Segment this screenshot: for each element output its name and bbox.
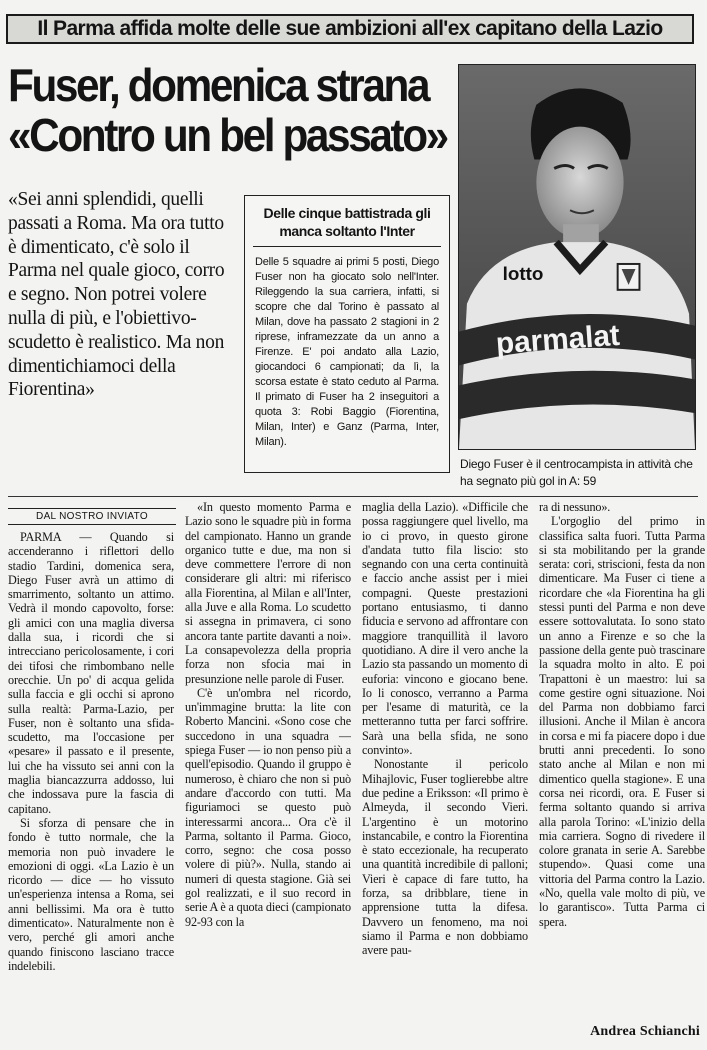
sidebar-box (244, 195, 450, 473)
sidebar-body: Delle 5 squadre ai primi 5 posti, Diego Fuser non ha giocato solo nell'Inter. Rileggendo la sua carriera, infatti, si scopre che dal Torino è passato al Milan, dove ha passato 2 stagioni in 2 riprese, inframezzate da un anno a Firenze. E' poi andato alla Lazio, giocandoci 6 campionati; da lì, la scorsa estate è stato ceduto al Parma. Il primato di Fuser ha 2 inseguitori a quota 3: Robi Baggio (Fiorentina, Milan, Inter) e Ganz (Parma, Inter, Milan). (255, 256, 439, 448)
article-column-3 (362, 500, 528, 1035)
headline-line-1: Fuser, domenica strana (8, 59, 429, 111)
paragraph: PARMA — Quando si accenderanno i riflettori dello stadio Tardini, domenica sera, Diego Fuser avrà un attimo di smarrimento, soltanto un attimo. Vedrà il mondo capovolto, forse: gli amici con una maglia diversa dalla sua, i ricordi che si intrecciano pericolosamente, i cori dei tifosi che rimbombano nelle orecchie. Un po' di acqua gelida sulla faccia e gli occhi si aprono sulla realtà: Parma-Lazio, per Fuser, non è soltanto una sfida-scudetto, ma l'occasione per «pesare» il passato e il presente, lui che ha vissuto sei anni con la maglia biancazzurra addosso, lui che indossava pure la fascia di capitano. (8, 530, 174, 816)
article-column-1 (8, 530, 174, 1035)
headline-line-2: «Contro un bel passato» (8, 109, 447, 161)
author-signature: Andrea Schianchi (590, 1024, 700, 1039)
player-photo (458, 64, 696, 450)
paragraph: «In questo momento Parma e Lazio sono le squadre più in forma del campionato. Hanno un grande organico tutte e due, ma non si deve commettere l'errore di non considerare gli altri: mi riferisco alla Fiorentina, al Milan e all'Inter, alla Juve e alla Roma. Lo scudetto si assegna in primavera, ci sono ancora tante partite davanti a noi». La consapevolezza della propria forza non sfocia mai in presunzione nelle parole di Fuser. (185, 500, 351, 686)
paragraph: ra di nessuno». (539, 500, 611, 514)
paragraph: L'orgoglio del primo in classifica salta fuori. Tutta Parma si sta mobilitando per la grande serata: cori, striscioni, festa da non dimenticare. Ma Fuser ci tiene a ricordare che «la Fiorentina ha gli stessi punti del Parma e non deve essere sottovalutata. Io sono stato un anno a Firenze e so che la passione della gente può trascinare la squadra molto in alto. E poi Trapattoni è un maestro: lui sa come gestire ogni situazione. Noi del Parma non dobbiamo farci illusioni. Anche il Milan è ancora in corsa e mi fa piacere dopo i due brutti anni precedenti. Io sono stato anche al Milan e non mi dimentico quella stagione». E una corsa nei ricordi, ora. E Fuser si ferma soltanto quando si arriva alla parola Torino: «L'inizio della mia carriera. Sogno di rivedere il colore granata in serie A. Sarebbe stupendo». Quasi come una vittoria del Parma contro la Lazio. «No, quella vale molto di più, ve lo garantisco». Tutta Parma ci spera. (539, 514, 705, 929)
kicker-banner: Il Parma affida molte delle sue ambizioni all'ex capitano della Lazio (6, 14, 694, 44)
section-divider (8, 496, 698, 497)
jersey-brand: lotto (502, 262, 544, 284)
byline-label: DAL NOSTRO INVIATO (8, 508, 176, 525)
pull-quote: «Sei anni splendidi, quelli passati a Roma. Ma ora tutto è dimenticato, c'è solo il Parma nel quale gioco, corro e segno. Non potrei volere nulla di più, e l'obiettivo-scudetto è realistico. Ma non dimentichiamoci della Fiorentina» (8, 189, 225, 401)
sidebar-title: Delle cinque battistrada gli manca soltanto l'Inter (253, 204, 441, 247)
paragraph: Nonostante il pericolo Mihajlovic, Fuser toglierebbe altre due pedine a Eriksson: «Il primo è Almeyda, il secondo Vieri. L'argentino è un motorino instancabile, e contro la Fiorentina è stato eccezionale, ha recuperato una quantità incredibile di palloni; Vieri è capace di fare tutto, ha forza, sa dribblare, tiene in apprensione tutta la difesa. Davvero un fenomeno, ma noi siamo il Parma e non dobbiamo avere pau- (362, 757, 528, 958)
headline (8, 59, 447, 161)
paragraph: C'è un'ombra nel ricordo, un'immagine brutta: la lite con Roberto Mancini. «Sono cose che succedono in una squadra — spiega Fuser — io non penso più a quell'episodio. Quando il gruppo è numeroso, è chiaro che non si può andare d'accordo con tutti. Ma figuriamoci se questo può interessarmi ancora... Ora c'è il Parma, soltanto il Parma. Gioco, corro, segno: che cosa posso volere di più?». Nulla, stando ai numeri di questa stagione. Già sei gol realizzati, e il suo record in serie A è a quota dieci (campionato 92-93 con la (185, 685, 351, 929)
photo-caption: Diego Fuser è il centrocampista in attività che ha segnato più gol in A: 59 (460, 457, 693, 488)
paragraph: maglia della Lazio). «Difficile che possa raggiungere quel livello, ma io ci provo, in questo girone d'andata tutto fila liscio: sto segnando con una certa continuità e faccio anche assist per i miei compagni. Queste prestazioni portano entusiasmo, ti danno fiducia e servono ad affrontare con maggiore tranquillità il lavoro quotidiano. A dire il vero anche la Lazio sta passando un momento di euforia: vincono e giocano bene. Io li conosco, verranno a Parma per l'esame di maturità, ce la metteranno tutta per farci soffrire. Sarà una bella sfida, ne sono convinto». (362, 500, 528, 758)
article-column-2 (185, 500, 351, 1035)
jersey-sponsor: parmalat (494, 318, 621, 361)
article-column-4 (539, 500, 705, 1020)
paragraph: Si sforza di pensare che in fondo è tutto normale, che la memoria non può invadere le emozioni di oggi. «La Lazio è un ricordo — dice — ho vissuto un'esperienza intensa a Roma, sei anni bellissimi. Ma ora è tutto dimenticato». Naturalmente non è vero, perché gli amori anche quando finiscono lasciano tracce indelebili. (8, 815, 174, 973)
